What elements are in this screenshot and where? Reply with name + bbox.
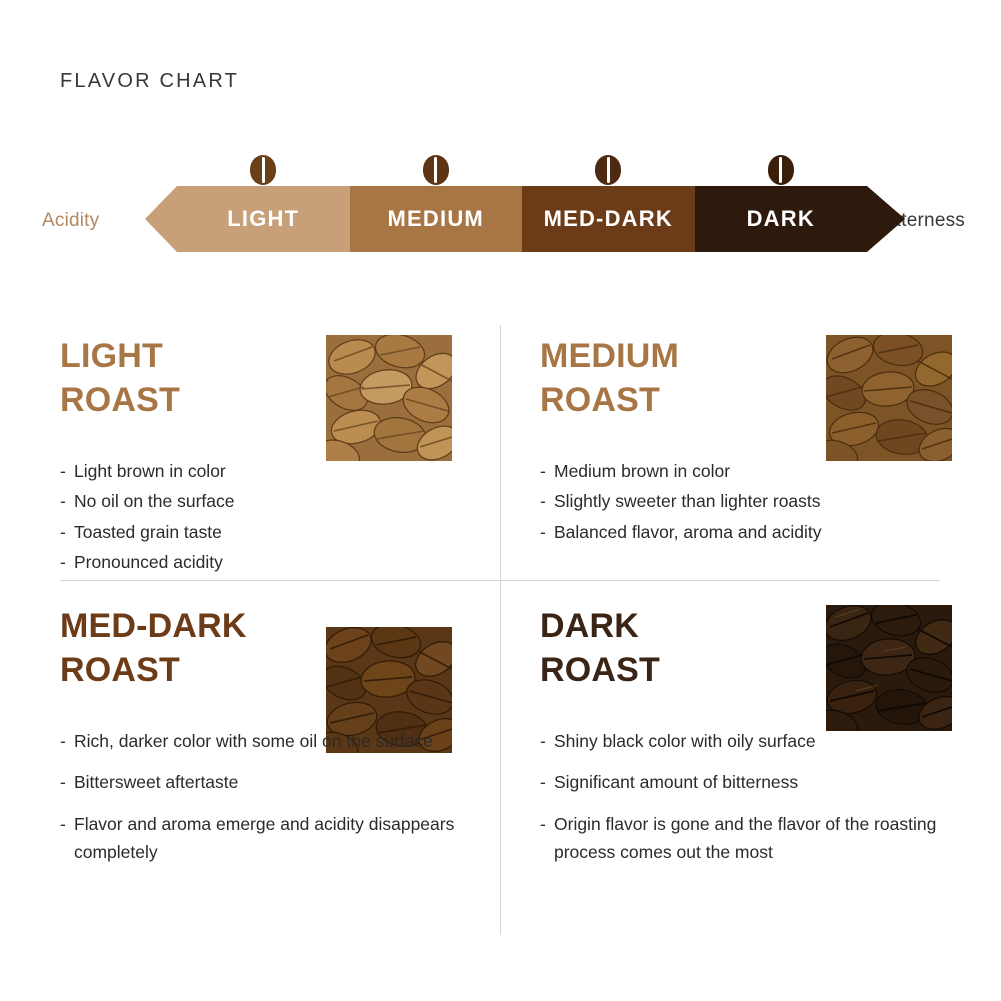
list-item: - Origin flavor is gone and the flavor of the roasting process comes out the most — [540, 813, 937, 863]
arrow-left-icon — [145, 186, 177, 252]
scale-segments — [177, 186, 867, 252]
roast-title — [60, 335, 310, 422]
list-item: - Shiny black color with oily surface — [540, 731, 816, 751]
roast-title-line1: DARK — [540, 607, 640, 645]
list-item: - Bittersweet aftertaste — [60, 772, 239, 793]
dark-roast-bean-photo — [826, 605, 952, 731]
list-item: - Toasted grain taste — [60, 521, 222, 542]
list-item: - Slightly sweeter than lighter roasts — [540, 491, 821, 512]
arrow-right-icon — [867, 186, 905, 252]
medium-roast-bean-photo — [826, 335, 952, 461]
list-item: - Light brown in color — [60, 461, 226, 481]
roast-card-light — [60, 335, 500, 578]
scale-segment-label: MED-DARK — [543, 206, 673, 231]
scale-segment-label: DARK — [746, 206, 815, 231]
roast-card-medium — [540, 335, 980, 548]
roast-title-line2: ROAST — [60, 380, 180, 419]
scale-band — [145, 186, 905, 252]
list-item: - Balanced flavor, aroma and acidity — [540, 521, 822, 542]
roast-title-line1: MED-DARK — [60, 607, 247, 645]
roast-title-line1: LIGHT — [60, 337, 163, 375]
roast-bullet-list — [60, 457, 460, 576]
list-item: - Rich, darker color with some oil on the surface — [60, 731, 433, 751]
roast-title — [60, 605, 310, 692]
page-title: FLAVOR CHART — [60, 70, 240, 92]
list-item: - Flavor and aroma emerge and acidity disappears completely — [60, 813, 455, 863]
roast-bullet-list — [540, 457, 960, 546]
light-roast-bean-photo — [326, 335, 452, 461]
list-item: - Medium brown in color — [540, 461, 731, 481]
list-item: - No oil on the surface — [60, 491, 235, 512]
coffee-bean-icon — [595, 155, 621, 185]
roast-title — [540, 605, 790, 692]
scale-segment-label: LIGHT — [227, 206, 300, 231]
scale-segment-label: MEDIUM — [387, 206, 484, 231]
coffee-bean-icon — [423, 155, 449, 185]
roast-card-med-dark — [60, 605, 500, 879]
coffee-bean-icon — [250, 155, 276, 185]
scale-segment-medium[interactable] — [350, 186, 523, 252]
list-item: - Pronounced acidity — [60, 552, 223, 573]
horizontal-divider — [60, 580, 940, 581]
scale-segment-med-dark[interactable] — [522, 186, 695, 252]
roast-title-line1: MEDIUM — [540, 337, 680, 375]
roast-title — [540, 335, 790, 422]
acidity-label: Acidity — [42, 210, 100, 231]
roast-grid — [0, 315, 1001, 955]
coffee-bean-icon — [768, 155, 794, 185]
roast-title-line2: ROAST — [540, 380, 660, 419]
scale-segment-light[interactable] — [177, 186, 350, 252]
list-item: - Significant amount of bitterness — [540, 772, 799, 793]
vertical-divider — [500, 325, 501, 935]
scale-segment-dark[interactable] — [695, 186, 868, 252]
bitterness-label: Bitterness — [878, 210, 965, 231]
roast-scale — [40, 160, 965, 270]
roast-title-line2: ROAST — [60, 650, 180, 689]
roast-bullet-list — [60, 727, 460, 866]
roast-bullet-list — [540, 727, 960, 866]
roast-title-line2: ROAST — [540, 650, 660, 689]
roast-card-dark — [540, 605, 980, 879]
